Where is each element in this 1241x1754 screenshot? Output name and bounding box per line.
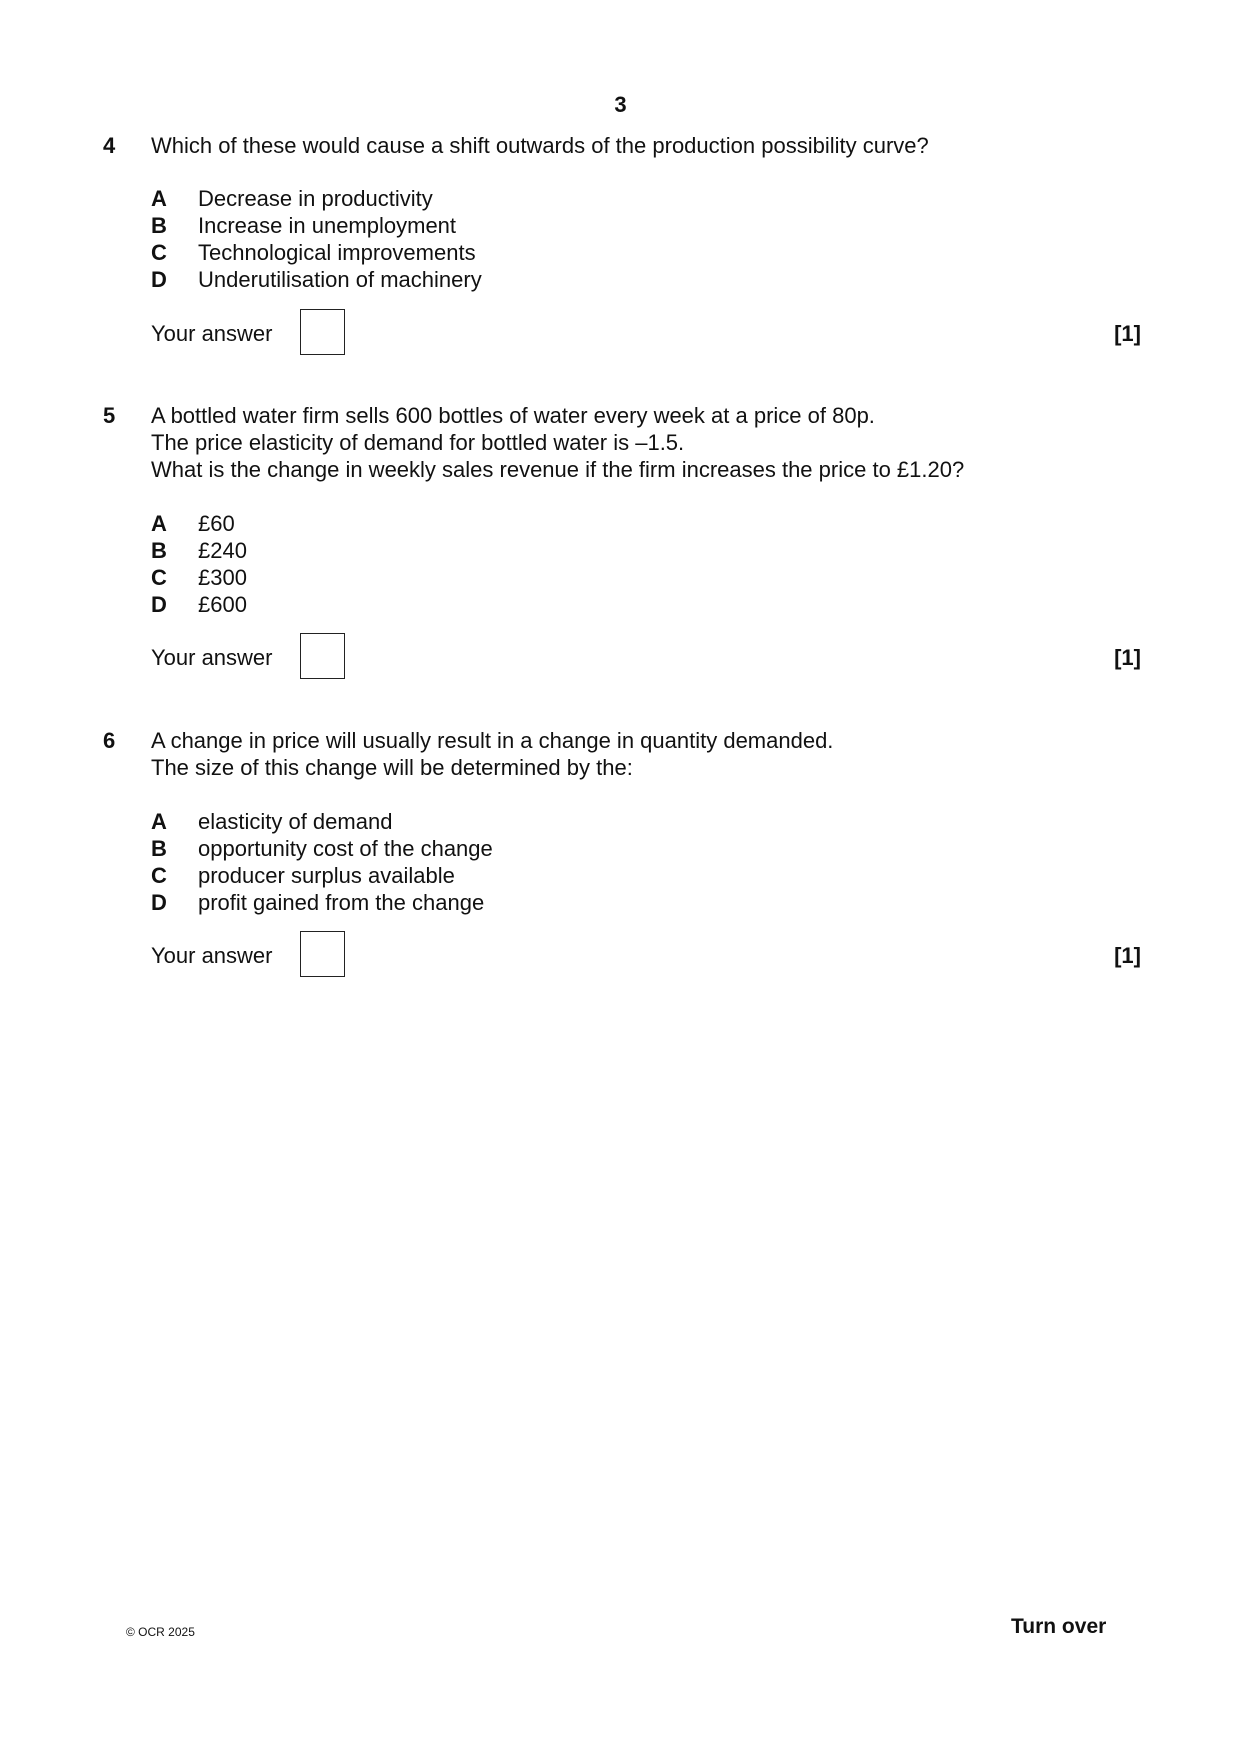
answer-label: Your answer (151, 321, 273, 346)
option-c (151, 239, 482, 266)
option-letter: B (151, 213, 167, 238)
answer-row-q5 (151, 633, 1141, 681)
option-text: profit gained from the change (198, 890, 485, 915)
option-d (151, 591, 247, 618)
question-text-line: A bottled water firm sells 600 bottles of water every week at a price of 80p. (151, 403, 875, 428)
question-text-line: The size of this change will be determined by the: (151, 755, 633, 780)
option-letter: A (151, 511, 167, 536)
option-text: £300 (198, 565, 247, 590)
option-letter: C (151, 565, 167, 590)
option-letter: A (151, 186, 167, 211)
option-text: producer surplus available (198, 863, 455, 888)
option-d (151, 266, 482, 293)
question-text-line: What is the change in weekly sales revenue if the firm increases the price to £1.20? (151, 457, 965, 482)
copyright-notice: © OCR 2025 (126, 1625, 195, 1639)
question-number: 4 (103, 133, 116, 158)
option-b (151, 835, 493, 862)
option-letter: D (151, 890, 167, 915)
question-text-line: The price elasticity of demand for bottled water is –1.5. (151, 430, 685, 455)
option-a (151, 185, 482, 212)
question-text (151, 132, 929, 159)
marks-label: [1] (1114, 943, 1141, 968)
option-b (151, 537, 247, 564)
turn-over-label: Turn over (1011, 1615, 1107, 1638)
options-list-q4 (151, 185, 482, 293)
page-number: 3 (614, 92, 627, 117)
question-number: 5 (103, 403, 116, 428)
option-letter: C (151, 240, 167, 265)
answer-label: Your answer (151, 943, 273, 968)
marks-label: [1] (1114, 321, 1141, 346)
option-letter: B (151, 836, 167, 861)
option-text: £600 (198, 592, 247, 617)
option-text: £240 (198, 538, 247, 563)
answer-box-q4[interactable] (300, 309, 345, 355)
option-text: £60 (198, 511, 235, 536)
options-list-q6 (151, 808, 493, 916)
answer-box-q5[interactable] (300, 633, 345, 679)
option-letter: C (151, 863, 167, 888)
option-text: elasticity of demand (198, 809, 393, 834)
answer-row-q4 (151, 309, 1141, 357)
option-text: Technological improvements (198, 240, 476, 265)
question-text (151, 402, 964, 483)
answer-box-q6[interactable] (300, 931, 345, 977)
question-text (151, 727, 833, 781)
answer-label: Your answer (151, 645, 273, 670)
question-text-line: A change in price will usually result in a change in quantity demanded. (151, 728, 834, 753)
question-number: 6 (103, 728, 116, 753)
option-text: Underutilisation of machinery (198, 267, 482, 292)
options-list-q5 (151, 510, 247, 618)
answer-row-q6 (151, 931, 1141, 979)
option-c (151, 564, 247, 591)
option-text: Decrease in productivity (198, 186, 433, 211)
option-letter: A (151, 809, 167, 834)
option-letter: B (151, 538, 167, 563)
option-a (151, 808, 493, 835)
option-c (151, 862, 493, 889)
option-text: opportunity cost of the change (198, 836, 493, 861)
option-text: Increase in unemployment (198, 213, 457, 238)
option-a (151, 510, 247, 537)
option-b (151, 212, 482, 239)
option-d (151, 889, 493, 916)
option-letter: D (151, 592, 167, 617)
option-letter: D (151, 267, 167, 292)
question-text-line: Which of these would cause a shift outwards of the production possibility curve? (151, 133, 929, 158)
marks-label: [1] (1114, 645, 1141, 670)
